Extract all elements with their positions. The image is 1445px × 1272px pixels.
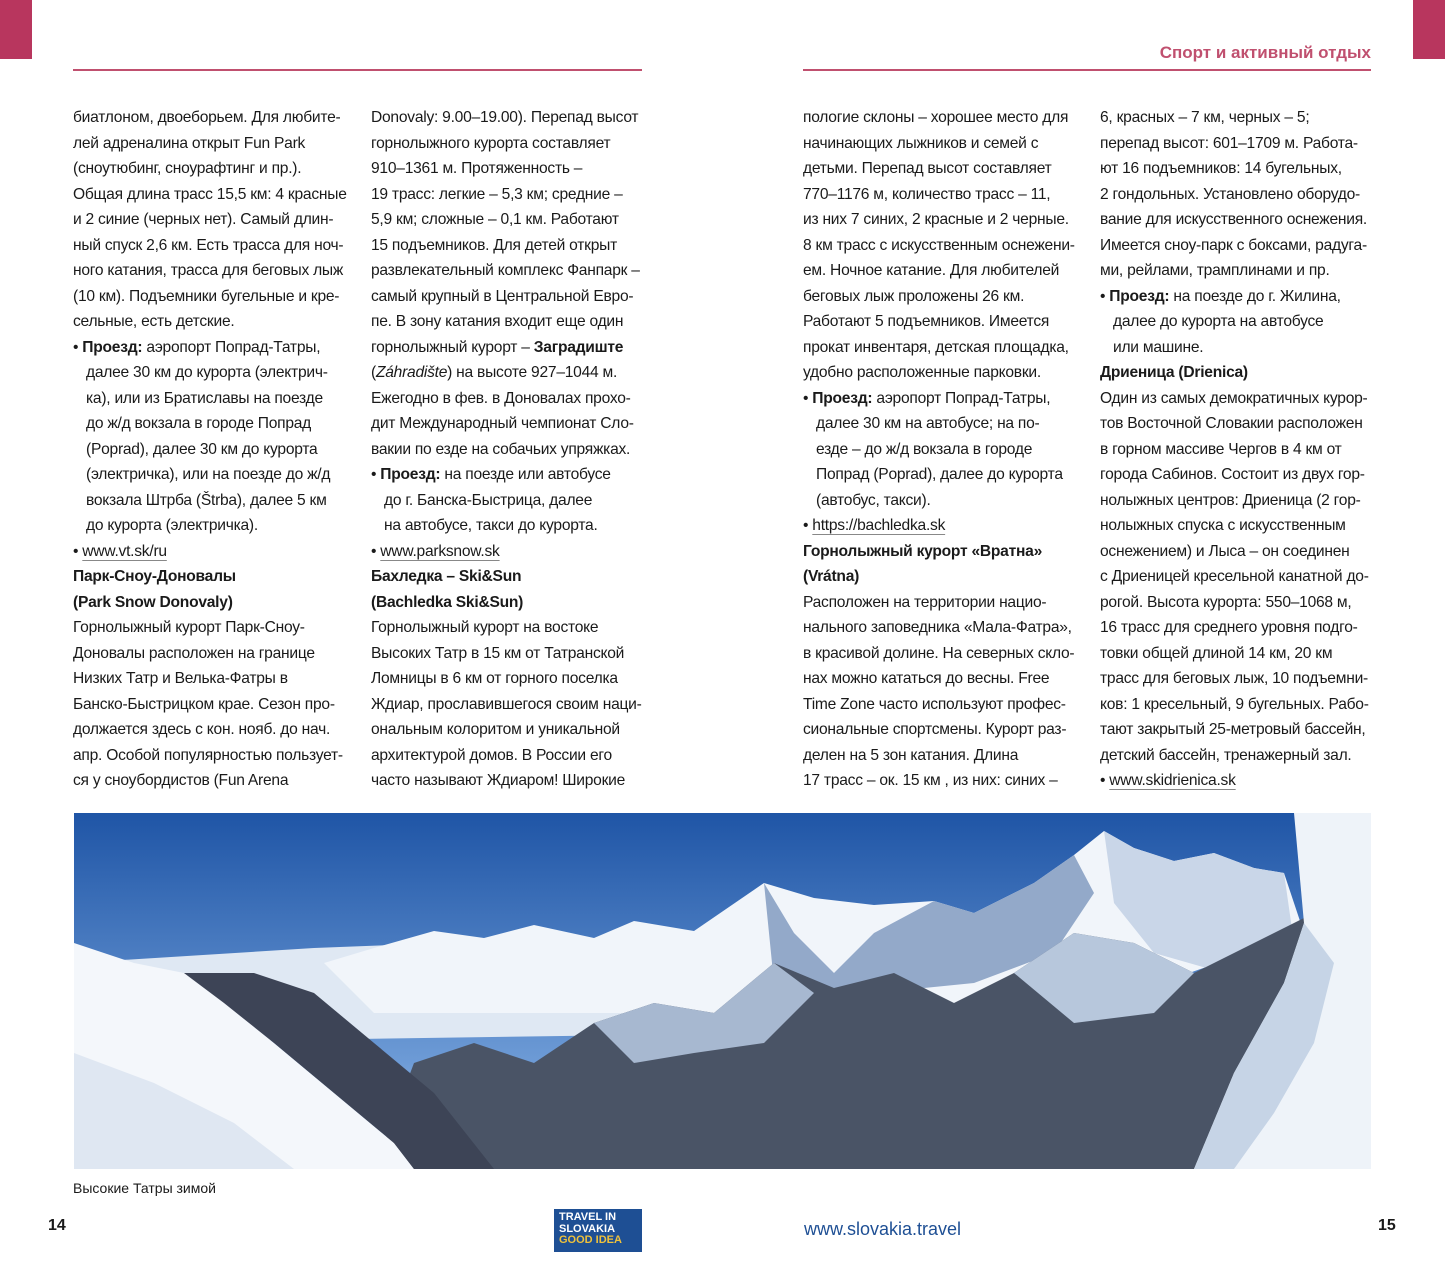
text-line: [803, 386, 1095, 412]
text-segment: (автобус, такси).: [816, 491, 931, 509]
text-segment: на автобусе, такси до курорта.: [384, 517, 598, 534]
text-segment: вание для искусственного оснежения.: [1100, 211, 1368, 228]
text-line: [73, 233, 365, 259]
text-segment: нолыжных центров: Дриеница (2 гор-: [1100, 491, 1361, 509]
text-segment: далее до курорта на автобусе: [1113, 313, 1324, 330]
text-line: [803, 156, 1095, 182]
text-segment: Горнолыжный курорт Парк-Сноу-: [73, 619, 305, 636]
text-segment: •: [371, 542, 381, 560]
text-line: [1100, 233, 1392, 259]
text-segment: детский бассейн, тренажерный зал.: [1100, 746, 1352, 764]
text-segment: или машине.: [1113, 338, 1204, 356]
text-line: [1100, 743, 1392, 769]
text-segment: делен на 5 зон катания. Длина: [803, 746, 1019, 764]
text-segment: города Сабинов. Состоит из двух гор-: [1100, 466, 1365, 483]
text-line: [371, 590, 663, 616]
text-line: [73, 386, 365, 412]
text-segment: (: [371, 364, 376, 381]
text-line: [1100, 360, 1392, 386]
text-line: [73, 309, 365, 335]
text-segment: 910–1361 м. Протяженность –: [371, 160, 583, 177]
text-segment: в красивой долине. На северных скло-: [803, 644, 1075, 662]
text-line: [803, 539, 1095, 565]
text-segment: в горном массиве Чергов в 4 км от: [1100, 440, 1342, 458]
text-line: [1100, 411, 1392, 437]
bold-text: Проезд:: [1109, 287, 1170, 305]
text-segment: вокзала Штрба (Štrba), далее 5 км: [86, 491, 327, 509]
text-segment: и 2 синие (черных нет). Самый длин-: [73, 211, 334, 228]
text-segment: Общая длина трасс 15,5 км: 4 красные: [73, 185, 347, 203]
text-line: [803, 182, 1095, 208]
text-line: [803, 768, 1095, 794]
text-line: [73, 284, 365, 310]
text-line: [73, 207, 365, 233]
text-segment: вакии по езде на собачьих упряжках.: [371, 440, 631, 458]
text-segment: тают закрытый 25-метровый бассейн,: [1100, 721, 1366, 738]
text-segment: должается здесь с кон. нояб. до нач.: [73, 721, 331, 738]
text-segment: (10 км). Подъемники бугельные и кре-: [73, 287, 340, 305]
text-segment: 16 трасс для среднего уровня подго-: [1100, 619, 1358, 636]
text-line: [371, 105, 663, 131]
text-line: [803, 717, 1095, 743]
text-line: [73, 131, 365, 157]
text-line: [803, 411, 1095, 437]
page-number-left: 14: [48, 1217, 66, 1234]
text-segment: пе. В зону катания входит еще один: [371, 313, 624, 330]
text-line: [1100, 717, 1392, 743]
text-segment: начинающих лыжников и семей с: [803, 134, 1039, 152]
header-rule-right: [803, 69, 1371, 71]
text-line: [73, 590, 365, 616]
text-line: [73, 641, 365, 667]
text-line: [803, 615, 1095, 641]
text-line: [73, 462, 365, 488]
bold-text: (Park Snow Donovaly): [73, 593, 233, 611]
text-segment: •: [803, 517, 813, 534]
text-segment: до ж/д вокзала в городе Попрад: [86, 415, 312, 432]
text-segment: •: [371, 466, 381, 483]
text-segment: Ждиар, прославившегося своим наци-: [371, 695, 642, 713]
text-line: [73, 156, 365, 182]
text-line: [73, 513, 365, 539]
text-segment: беговых лыж проложены 26 км.: [803, 287, 1025, 305]
text-segment: нального заповедника «Мала-Фатра»,: [803, 619, 1072, 636]
text-line: [73, 564, 365, 590]
text-line: [371, 513, 663, 539]
text-line: [803, 666, 1095, 692]
text-line: [73, 335, 365, 361]
text-line: [1100, 156, 1392, 182]
text-segment: Ломницы в 6 км от горного поселка: [371, 670, 618, 687]
text-segment: развлекательный комплекс Фанпарк –: [371, 262, 640, 279]
text-line: [803, 437, 1095, 463]
text-line: [371, 743, 663, 769]
text-line: [371, 615, 663, 641]
text-line: [73, 615, 365, 641]
text-segment: 2 гондольных. Установлено оборудо-: [1100, 185, 1360, 203]
text-line: [371, 641, 663, 667]
text-segment: ) на высоте 927–1044 м.: [447, 364, 618, 381]
text-segment: детьми. Перепад высот составляет: [803, 160, 1052, 177]
text-line: [371, 488, 663, 514]
text-line: [73, 411, 365, 437]
text-segment: Доновалы расположен на границе: [73, 644, 315, 662]
text-segment: Time Zone часто используют профес-: [803, 695, 1066, 713]
text-column-3: [803, 105, 1095, 794]
text-line: [371, 335, 663, 361]
text-segment: Расположен на территории нацио-: [803, 593, 1047, 611]
text-line: [73, 666, 365, 692]
text-segment: Горнолыжный курорт на востоке: [371, 619, 599, 636]
text-line: [1100, 462, 1392, 488]
text-segment: Имеется сноу-парк с боксами, радуга-: [1100, 236, 1367, 254]
text-segment: езде – до ж/д вокзала в городе: [816, 440, 1033, 458]
text-segment: до г. Банска-Быстрица, далее: [384, 491, 593, 509]
text-line: [371, 207, 663, 233]
text-segment: нах можно кататься до весны. Free: [803, 670, 1050, 687]
text-line: [73, 258, 365, 284]
text-segment: ем. Ночное катание. Для любителей: [803, 262, 1060, 279]
web-link[interactable]: www.skidrienica.sk: [1109, 772, 1236, 789]
logo-line-1: TRAVEL IN: [559, 1211, 617, 1223]
text-segment: на поезде до г. Жилина,: [1169, 287, 1341, 305]
text-line: [803, 692, 1095, 718]
text-line: [1100, 386, 1392, 412]
logo-line-2: SLOVAKIA: [559, 1222, 616, 1235]
text-segment: 770–1176 м, количество трасс – 11,: [803, 185, 1051, 203]
text-segment: Высоких Татр в 15 км от Татранской: [371, 644, 625, 662]
bold-text: Горнолыжный курорт «Вратна»: [803, 542, 1042, 560]
text-line: [1100, 513, 1392, 539]
text-line: [371, 156, 663, 182]
bold-text: (Vrátna): [803, 568, 860, 585]
text-line: [803, 207, 1095, 233]
header-rule-left: [73, 69, 642, 71]
text-segment: горнолыжный курорт –: [371, 338, 534, 356]
text-segment: самый крупный в Центральной Евро-: [371, 287, 634, 305]
web-link[interactable]: www.vt.sk/ru: [82, 542, 167, 560]
text-line: [1100, 335, 1392, 361]
web-link[interactable]: https://bachledka.sk: [812, 517, 946, 534]
logo-tagline: GOOD IDEA: [559, 1234, 622, 1246]
text-segment: удобно расположенные парковки.: [803, 364, 1041, 381]
text-line: [803, 360, 1095, 386]
text-line: [371, 462, 663, 488]
text-segment: оснежением) и Лыса – он соединен: [1100, 542, 1350, 560]
text-line: [73, 717, 365, 743]
text-segment: 19 трасс: легкие – 5,3 км; средние –: [371, 185, 623, 203]
text-segment: сельные, есть детские.: [73, 313, 235, 330]
text-line: [803, 258, 1095, 284]
text-line: [1100, 284, 1392, 310]
text-segment: лей адреналина открыт Fun Park: [73, 134, 306, 152]
bold-text: Бахледка – Ski&Sun: [371, 568, 522, 585]
text-line: [371, 233, 663, 259]
bold-text: Проезд:: [812, 389, 873, 407]
text-column-2: [371, 105, 663, 794]
text-line: [1100, 258, 1392, 284]
text-segment: Ежегодно в фев. в Доновалах прохо-: [371, 389, 631, 407]
text-segment: •: [73, 338, 83, 356]
text-column-4: [1100, 105, 1392, 794]
bold-text: (Bachledka Ski&Sun): [371, 593, 524, 611]
text-segment: 15 подъемников. Для детей открыт: [371, 236, 617, 254]
text-segment: аэропорт Попрад-Татры,: [872, 389, 1051, 407]
text-segment: 17 трасс – ок. 15 км , из них: синих –: [803, 772, 1058, 789]
text-segment: часто называют Ждиаром! Широкие: [371, 772, 626, 789]
text-segment: Záhradište: [375, 364, 448, 381]
text-line: [1100, 768, 1392, 794]
text-segment: сиональные спортсмены. Курорт раз-: [803, 721, 1067, 738]
corner-tab-right: [1413, 0, 1445, 59]
text-segment: далее 30 км на автобусе; на по-: [816, 415, 1040, 432]
text-line: [803, 743, 1095, 769]
text-line: [73, 437, 365, 463]
text-segment: •: [1100, 772, 1110, 789]
text-segment: (Poprad), далее 30 км до курорта: [86, 440, 318, 458]
text-line: [1100, 666, 1392, 692]
text-segment: Donovaly: 9.00–19.00). Перепад высот: [371, 109, 639, 126]
text-segment: ональным колоритом и уникальной: [371, 721, 620, 738]
text-line: [1100, 590, 1392, 616]
text-segment: товки общей длиной 14 км, 20 км: [1100, 644, 1333, 662]
text-line: [803, 309, 1095, 335]
text-line: [803, 488, 1095, 514]
text-line: [803, 233, 1095, 259]
text-segment: ют 16 подъемников: 14 бугельных,: [1100, 160, 1342, 177]
page-number-right: 15: [1378, 1217, 1396, 1234]
text-line: [1100, 564, 1392, 590]
text-segment: трасс для беговых лыж, 10 подъемни-: [1100, 670, 1368, 687]
text-segment: ка), или из Братиславы на поезде: [86, 389, 323, 407]
text-segment: 6, красных – 7 км, черных – 5;: [1100, 109, 1310, 126]
text-line: [1100, 182, 1392, 208]
text-line: [371, 360, 663, 386]
text-line: [1100, 105, 1392, 131]
web-link[interactable]: www.parksnow.sk: [380, 542, 500, 560]
text-segment: биатлоном, двоеборьем. Для любите-: [73, 109, 341, 126]
text-line: [371, 437, 663, 463]
text-line: [371, 717, 663, 743]
bold-text: Дриеница (Drienica): [1100, 364, 1248, 381]
text-line: [1100, 692, 1392, 718]
text-line: [73, 743, 365, 769]
travel-in-slovakia-logo[interactable]: [554, 1209, 642, 1252]
text-segment: ный спуск 2,6 км. Есть трасса для ноч-: [73, 236, 344, 254]
text-segment: ся у сноубордистов (Fun Arena: [73, 772, 289, 789]
text-segment: пологие склоны – хорошее место для: [803, 109, 1069, 126]
text-line: [73, 488, 365, 514]
text-line: [803, 462, 1095, 488]
text-segment: 8 км трасс с искусственным оснежени-: [803, 236, 1075, 254]
text-line: [1100, 488, 1392, 514]
text-segment: Попрад (Poprad), далее до курорта: [816, 466, 1063, 483]
text-line: [371, 539, 663, 565]
text-segment: Работают 5 подъемников. Имеется: [803, 313, 1050, 330]
text-segment: тов Восточной Словакии расположен: [1100, 415, 1363, 432]
mountain-illustration: [74, 813, 1371, 1169]
text-line: [73, 539, 365, 565]
text-segment: до курорта (электричка).: [86, 517, 258, 534]
text-line: [1100, 437, 1392, 463]
text-segment: прокат инвентаря, детская площадка,: [803, 338, 1069, 356]
bold-text: Парк-Сноу-Доновалы: [73, 568, 236, 585]
text-line: [803, 284, 1095, 310]
text-segment: •: [73, 542, 83, 560]
text-segment: •: [1100, 287, 1110, 305]
text-segment: •: [803, 389, 813, 407]
corner-tab-left: [0, 0, 32, 59]
text-line: [1100, 539, 1392, 565]
text-line: [1100, 207, 1392, 233]
text-line: [73, 692, 365, 718]
text-segment: ного катания, трасса для беговых лыж: [73, 262, 344, 279]
text-line: [371, 258, 663, 284]
text-line: [803, 590, 1095, 616]
bold-text: Проезд:: [380, 466, 441, 483]
text-line: [803, 564, 1095, 590]
text-segment: Один из самых демократичных курор-: [1100, 389, 1368, 407]
text-segment: ми, рейлами, трамплинами и пр.: [1100, 262, 1330, 279]
text-line: [371, 182, 663, 208]
text-line: [73, 360, 365, 386]
text-line: [371, 131, 663, 157]
text-line: [803, 131, 1095, 157]
text-line: [371, 386, 663, 412]
text-line: [73, 182, 365, 208]
text-line: [1100, 615, 1392, 641]
text-segment: Банско-Быстрицком крае. Сезон про-: [73, 695, 335, 713]
photo-caption: Высокие Татры зимой: [73, 1180, 216, 1196]
text-line: [371, 692, 663, 718]
bold-text: Проезд:: [82, 338, 143, 356]
text-segment: горнолыжного курорта составляет: [371, 134, 611, 152]
text-segment: 5,9 км; сложные – 0,1 км. Работают: [371, 211, 619, 228]
text-segment: перепад высот: 601–1709 м. Работа-: [1100, 134, 1358, 152]
text-segment: с Дриеницей кресельной канатной до-: [1100, 568, 1369, 585]
text-line: [371, 666, 663, 692]
text-column-1: [73, 105, 365, 794]
text-segment: далее 30 км до курорта (электрич-: [86, 364, 328, 381]
text-segment: Низких Татр и Велька-Фатры в: [73, 670, 288, 687]
text-segment: (электричка), или на поезде до ж/д: [86, 466, 331, 483]
text-segment: аэропорт Попрад-Татры,: [142, 338, 321, 356]
text-segment: из них 7 синих, 2 красные и 2 черные.: [803, 211, 1069, 228]
text-line: [803, 105, 1095, 131]
text-line: [1100, 641, 1392, 667]
text-segment: дит Международный чемпионат Сло-: [371, 415, 634, 432]
bold-text: Заградиште: [533, 338, 624, 356]
section-title: Спорт и активный отдых: [1159, 43, 1371, 62]
text-line: [73, 768, 365, 794]
text-segment: (сноутюбинг, сноурафтинг и пр.).: [73, 160, 302, 177]
text-segment: ков: 1 кресельный, 9 бугельных. Рабо-: [1100, 695, 1369, 713]
text-line: [371, 411, 663, 437]
text-segment: нолыжных спуска с искусственным: [1100, 517, 1346, 534]
site-url-link[interactable]: www.slovakia.travel: [804, 1219, 962, 1239]
text-segment: архитектурой домов. В России его: [371, 746, 612, 764]
text-segment: на поезде или автобусе: [440, 466, 611, 483]
mountain-panorama-photo: [74, 813, 1371, 1169]
text-segment: апр. Особой популярностью пользует-: [73, 746, 343, 764]
text-line: [803, 335, 1095, 361]
text-line: [1100, 131, 1392, 157]
text-line: [1100, 309, 1392, 335]
text-line: [73, 105, 365, 131]
text-line: [371, 309, 663, 335]
text-segment: рогой. Высота курорта: 550–1068 м,: [1100, 593, 1352, 611]
text-line: [371, 564, 663, 590]
text-line: [803, 641, 1095, 667]
text-line: [371, 768, 663, 794]
text-line: [371, 284, 663, 310]
text-line: [803, 513, 1095, 539]
